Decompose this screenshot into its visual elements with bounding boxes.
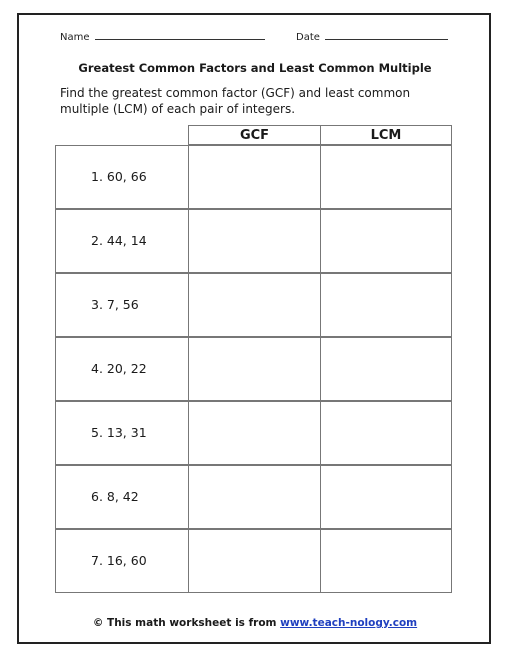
worksheet-title: Greatest Common Factors and Least Common Multiple: [78, 61, 432, 75]
gcf-answer-cell[interactable]: [188, 337, 321, 401]
gcf-answer-cell[interactable]: [188, 145, 321, 209]
problem-cell: 1. 60, 66: [55, 145, 189, 209]
footer-text: © This math worksheet is from: [92, 617, 277, 629]
table-row: [55, 337, 452, 401]
gcf-answer-cell[interactable]: [188, 465, 321, 529]
instructions: Find the greatest common factor (GCF) and least common multiple (LCM) of each pair of integers.: [60, 86, 411, 116]
table-row: [55, 529, 452, 593]
lcm-answer-cell[interactable]: [320, 337, 452, 401]
problem-cell: 2. 44, 14: [55, 209, 189, 273]
worksheet-table: [55, 125, 452, 595]
name-line[interactable]: [95, 30, 265, 40]
table-row: [55, 209, 452, 273]
gcf-answer-cell[interactable]: [188, 529, 321, 593]
date-line[interactable]: [325, 30, 448, 40]
footer-link[interactable]: www.teach-nology.com: [280, 617, 418, 629]
lcm-answer-cell[interactable]: [320, 465, 452, 529]
lcm-answer-cell[interactable]: [320, 401, 452, 465]
footer: [0, 617, 510, 629]
problem-cell: 6. 8, 42: [55, 465, 189, 529]
gcf-answer-cell[interactable]: [188, 209, 321, 273]
lcm-answer-cell[interactable]: [320, 209, 452, 273]
problem-cell: 5. 13, 31: [55, 401, 189, 465]
problem-cell: 7. 16, 60: [55, 529, 189, 593]
problem-cell: 4. 20, 22: [55, 337, 189, 401]
lcm-answer-cell[interactable]: [320, 273, 452, 337]
lcm-answer-cell[interactable]: [320, 145, 452, 209]
lcm-answer-cell[interactable]: [320, 529, 452, 593]
name-field[interactable]: [60, 30, 265, 43]
table-row: [55, 273, 452, 337]
gcf-column-header: GCF: [188, 125, 321, 145]
date-label: Date: [296, 32, 320, 43]
name-label: Name: [60, 32, 90, 43]
table-row: [55, 401, 452, 465]
problem-cell: 3. 7, 56: [55, 273, 189, 337]
gcf-answer-cell[interactable]: [188, 401, 321, 465]
gcf-answer-cell[interactable]: [188, 273, 321, 337]
table-row: [55, 465, 452, 529]
table-row: [55, 145, 452, 209]
date-field[interactable]: [296, 30, 448, 43]
lcm-column-header: LCM: [320, 125, 452, 145]
